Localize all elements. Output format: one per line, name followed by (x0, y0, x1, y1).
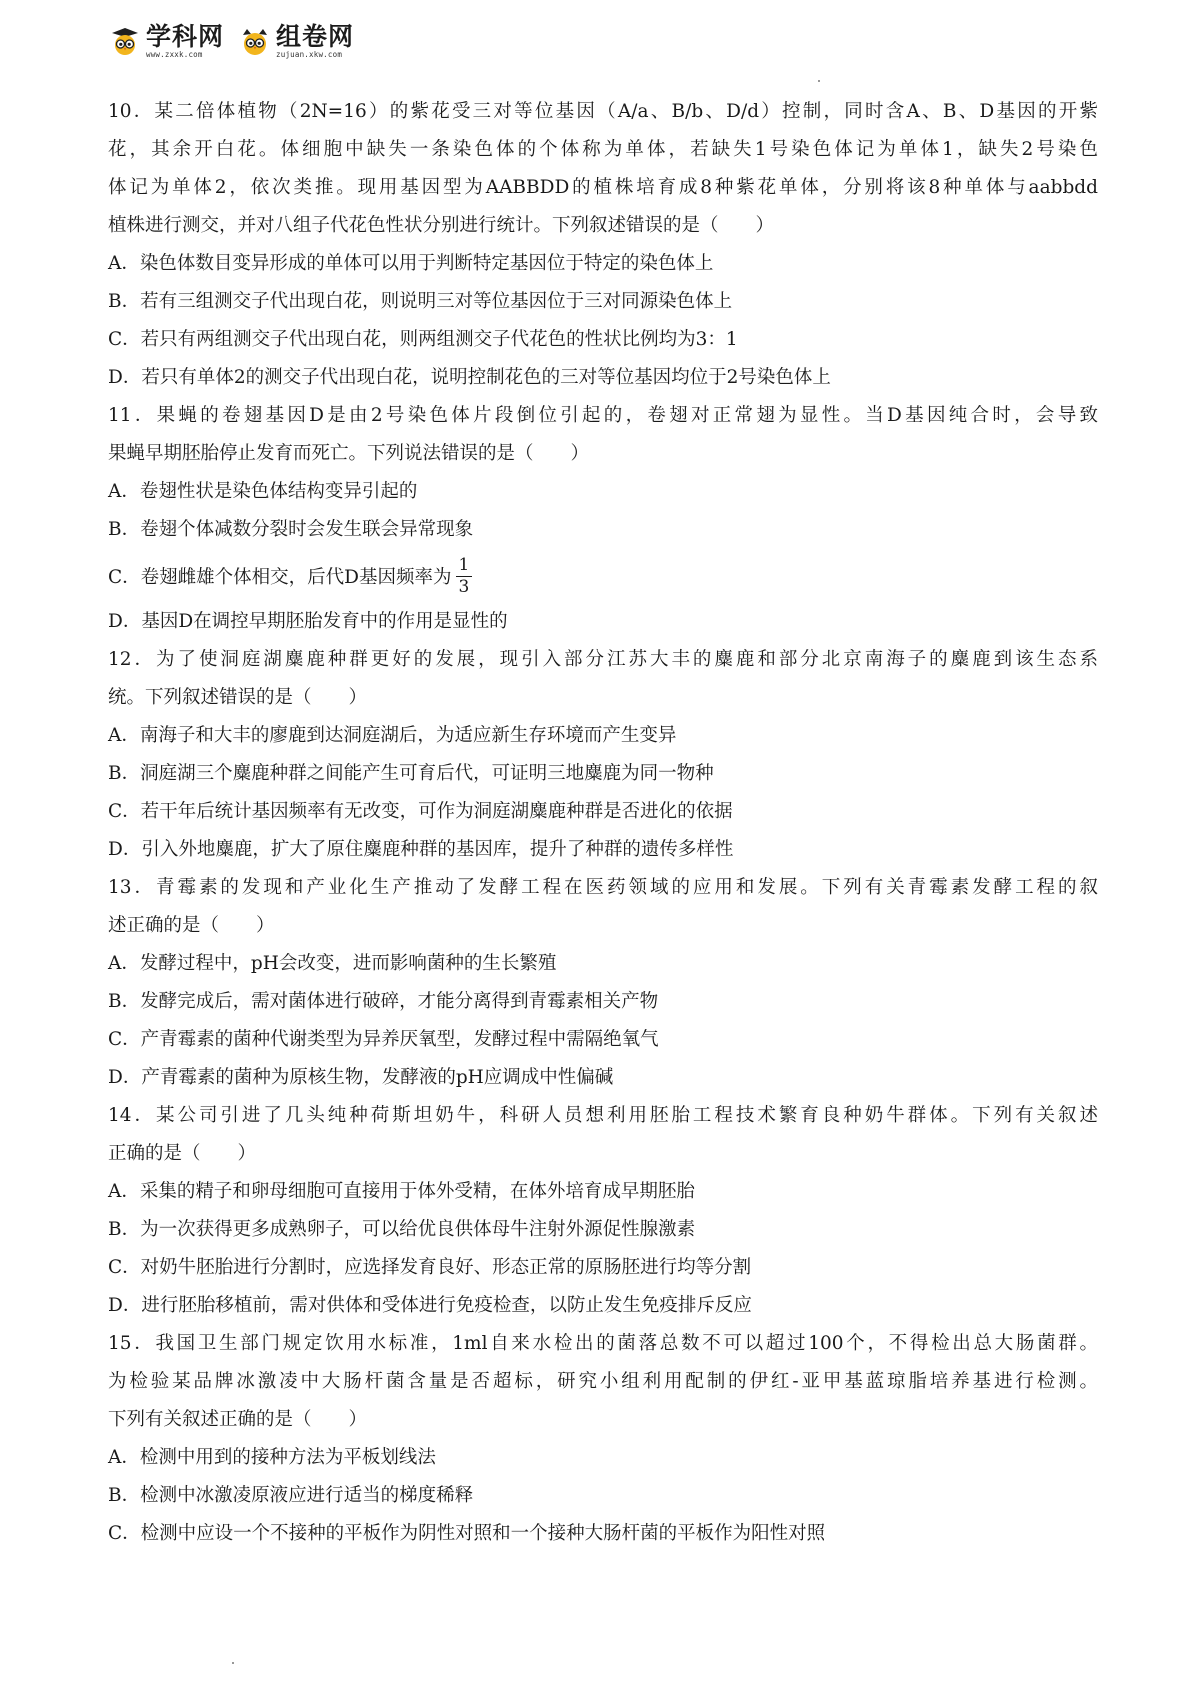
scan-dot (818, 80, 820, 82)
text-line-q13-C: C．产青霉素的菌种代谢类型为异养厌氧型，发酵过程中需隔绝氧气 (108, 1029, 659, 1050)
text-line-q15-B: B．检测中冰激凌原液应进行适当的梯度稀释 (108, 1485, 474, 1506)
text-line-q14-D: D．进行胚胎移植前，需对供体和受体进行免疫检查，以防止发生免疫排斥反应 (108, 1295, 752, 1316)
text-line-q10-2: 花，其余开白花。体细胞中缺失一条染色体的个体称为单体，若缺失1号染色体记为单体1，缺失2号染色 (108, 139, 1098, 160)
text-line-q12-1: 12．为了使洞庭湖麋鹿种群更好的发展，现引入部分江苏大丰的麋鹿和部分北京南海子的麋鹿到该生态系 (108, 649, 1098, 670)
text-line-q10-B: B．若有三组测交子代出现白花，则说明三对等位基因位于三对同源染色体上 (108, 291, 733, 312)
question-block (108, 603, 1098, 1553)
text-line-q10-C: C．若只有两组测交子代出现白花，则两组测交子代花色的性状比例均为3：1 (108, 329, 738, 350)
question-block (108, 93, 1098, 549)
text-line-q15-2: 为检验某品牌冰激凌中大肠杆菌含量是否超标，研究小组利用配制的伊红-亚甲基蓝琼脂培养基进行检测。 (108, 1371, 1098, 1392)
logo-url: www.zxxk.com (146, 49, 203, 59)
logo-xueke (108, 21, 225, 59)
text-line-q12-D: D．引入外地麋鹿，扩大了原住麋鹿种群的基因库，提升了种群的遗传多样性 (108, 839, 734, 860)
scan-dot (232, 1662, 234, 1664)
text-line-q12-2: 统。下列叙述错误的是（ ） (108, 687, 368, 708)
text-line-q13-B: B．发酵完成后，需对菌体进行破碎，才能分离得到青霉素相关产物 (108, 991, 659, 1012)
text-line-q15-3: 下列有关叙述正确的是（ ） (108, 1409, 368, 1430)
text-line-q13-D: D．产青霉素的菌种为原核生物，发酵液的pH应调成中性偏碱 (108, 1067, 614, 1088)
page-header (108, 18, 354, 64)
text-line-q11-1: 11．果蝇的卷翅基因D是由2号染色体片段倒位引起的，卷翅对正常翅为显性。当D基因纯合时，会导致 (108, 405, 1098, 426)
fraction-numerator: 1 (456, 557, 473, 577)
text-line-q13-A: A．发酵过程中，pH会改变，进而影响菌种的生长繁殖 (108, 953, 557, 974)
text-line-q10-1: 10．某二倍体植物（2N=16）的紫花受三对等位基因（A/a、B/b、D/d）控制，同时含A、B、D基因的开紫 (108, 101, 1098, 122)
text-line-q14-A: A．采集的精子和卵母细胞可直接用于体外受精，在体外培育成早期胚胎 (108, 1181, 695, 1202)
text-line-q12-B: B．洞庭湖三个麋鹿种群之间能产生可育后代，可证明三地麋鹿为同一物种 (108, 763, 714, 784)
text-line-q11-D: D．基因D在调控早期胚胎发育中的作用是显性的 (108, 611, 508, 632)
fraction-denominator: 3 (458, 576, 470, 597)
exam-content (108, 93, 1098, 1553)
text-line-q11-A: A．卷翅性状是染色体结构变异引起的 (108, 481, 418, 502)
text-line-q10-D: D．若只有单体2的测交子代出现白花，说明控制花色的三对等位基因均位于2号染色体上 (108, 367, 831, 388)
text-line-q10-A: A．染色体数目变异形成的单体可以用于判断特定基因位于特定的染色体上 (108, 253, 714, 274)
fraction (456, 554, 473, 597)
owl-logo-icon (108, 26, 142, 56)
text-line-q15-A: A．检测中用到的接种方法为平板划线法 (108, 1447, 436, 1468)
option-text: C．卷翅雌雄个体相交，后代D基因频率为 (108, 567, 452, 588)
text-line-q11-2: 果蝇早期胚胎停止发育而死亡。下列说法错误的是（ ） (108, 443, 590, 464)
q11-option-c (108, 549, 1098, 603)
text-line-q10-3: 体记为单体2，依次类推。现用基因型为AABBDD的植株培育成8种紫花单体，分别将该8种单体与aabbdd (108, 177, 1098, 198)
logo-name: 组卷网 (276, 21, 355, 51)
text-line-q12-C: C．若干年后统计基因频率有无改变，可作为洞庭湖麋鹿种群是否进化的依据 (108, 801, 733, 822)
text-line-q13-2: 述正确的是（ ） (108, 915, 275, 936)
text-line-q12-A: A．南海子和大丰的廖鹿到达洞庭湖后，为适应新生存环境而产生变异 (108, 725, 677, 746)
text-line-q11-B: B．卷翅个体减数分裂时会发生联会异常现象 (108, 519, 474, 540)
text-line-q14-2: 正确的是（ ） (108, 1143, 257, 1164)
text-line-q15-C: C．检测中应设一个不接种的平板作为阴性对照和一个接种大肠杆菌的平板作为阳性对照 (108, 1523, 826, 1544)
logo-name: 学科网 (146, 21, 225, 51)
text-line-q10-4: 植株进行测交，并对八组子代花色性状分别进行统计。下列叙述错误的是（ ） (108, 215, 775, 236)
text-line-q14-B: B．为一次获得更多成熟卵子，可以给优良供体母牛注射外源促性腺激素 (108, 1219, 696, 1240)
owl-logo-icon (238, 26, 272, 56)
text-line-q15-1: 15．我国卫生部门规定饮用水标准，1ml自来水检出的菌落总数不可以超过100个，不得检出总大肠菌群。 (108, 1333, 1098, 1354)
text-line-q14-C: C．对奶牛胚胎进行分割时，应选择发育良好、形态正常的原肠胚进行均等分割 (108, 1257, 752, 1278)
text-line-q14-1: 14．某公司引进了几头纯种荷斯坦奶牛，科研人员想利用胚胎工程技术繁育良种奶牛群体。下列有关叙述 (108, 1105, 1098, 1126)
logo-zujuan (238, 21, 355, 59)
logo-url: zujuan.xkw.com (276, 49, 343, 59)
text-line-q13-1: 13．青霉素的发现和产业化生产推动了发酵工程在医药领域的应用和发展。下列有关青霉素发酵工程的叙 (108, 877, 1098, 898)
